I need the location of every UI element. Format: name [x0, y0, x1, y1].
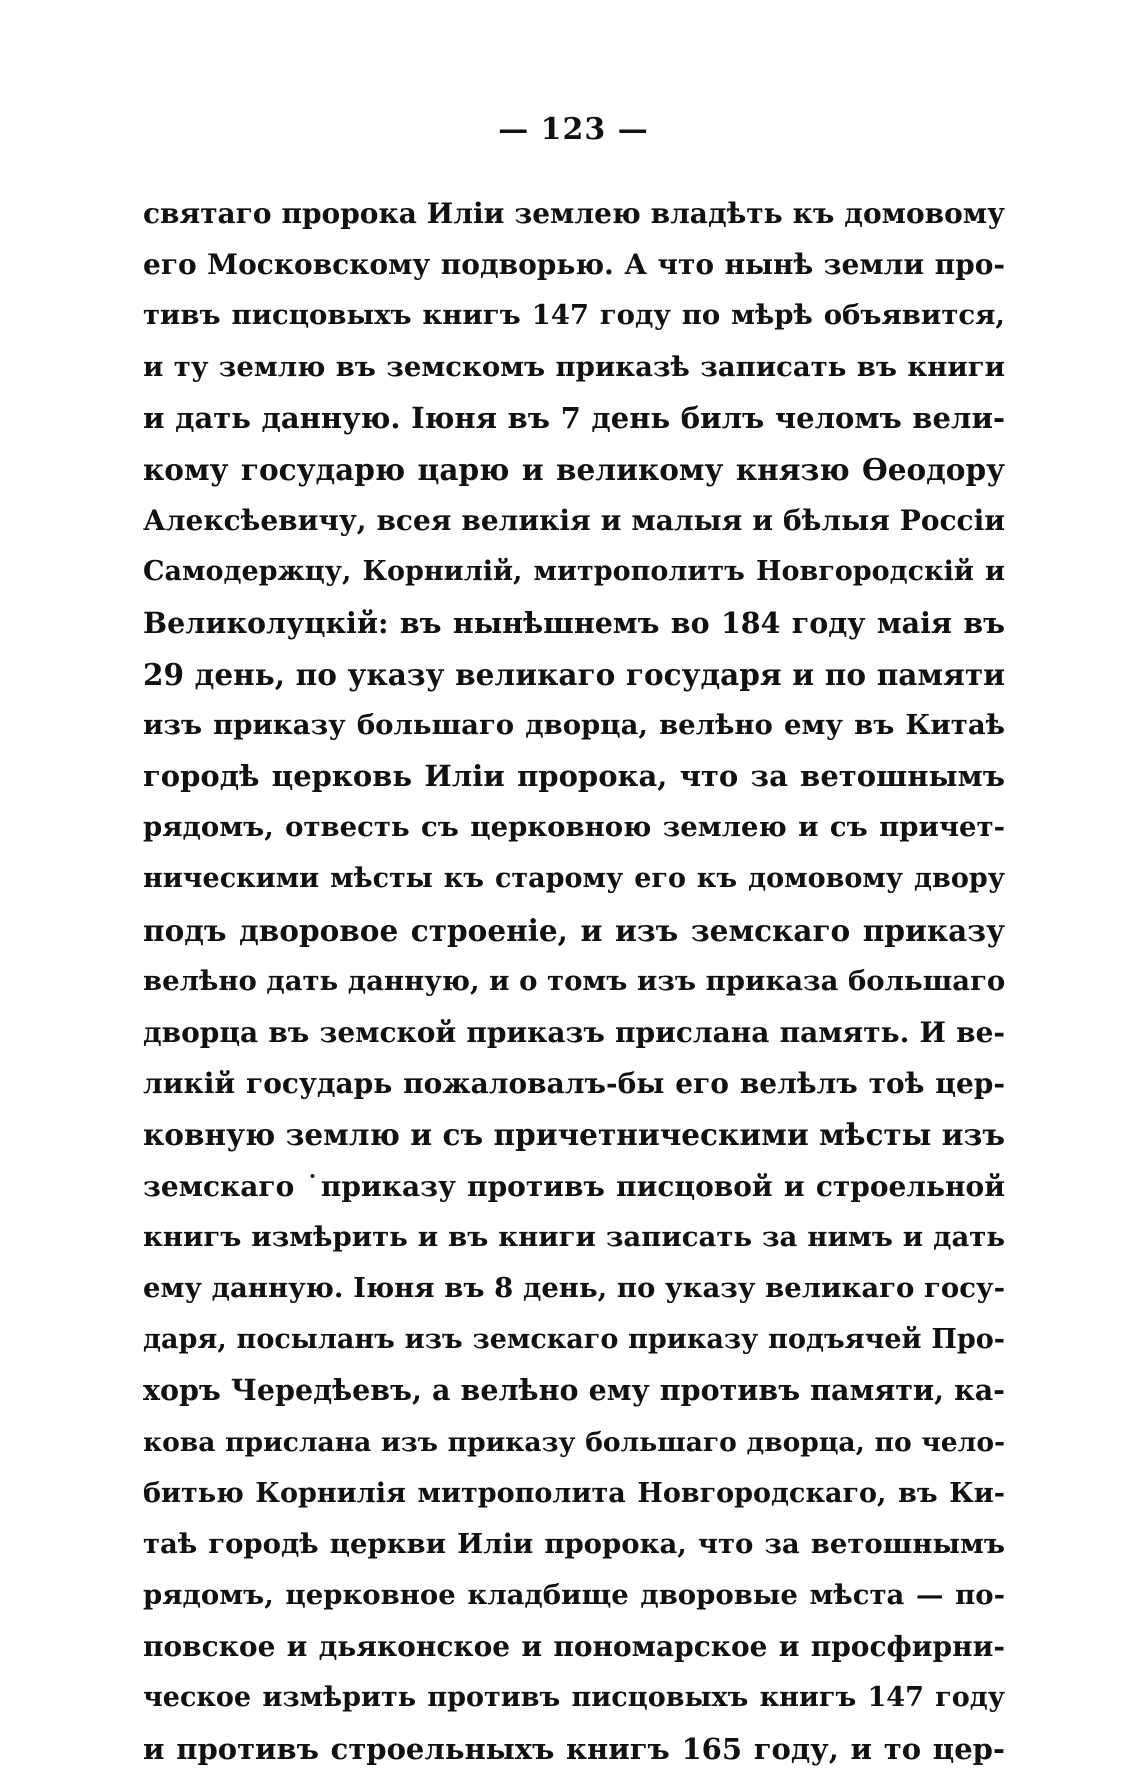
text-line: рядомъ, церковное кладбище дворовые мѣста — по-: [143, 1579, 1005, 1612]
text-line: ковную землю и съ причетническими мѣсты изъ: [143, 1117, 1005, 1153]
text-line: и противъ строельныхъ книгъ 165 году, и то цер-: [143, 1731, 1005, 1766]
text-line: книгъ измѣрить и въ книги записать за нимъ и дать: [143, 1220, 1005, 1253]
text-line: хоръ Чередѣевъ, а велѣно ему противъ памяти, ка-: [143, 1373, 1005, 1408]
text-line: ликiй государь пожаловалъ-бы его велѣлъ тоѣ цер-: [143, 1067, 1005, 1101]
text-line: изъ приказу большаго дворца, велѣно ему въ Китаѣ: [143, 708, 1005, 741]
text-line: земскаго ˙приказу противъ писцовой и строельной: [143, 1169, 1005, 1203]
text-line: даря, посыланъ изъ земскаго приказу подъячей Про-: [143, 1324, 1005, 1356]
text-line: битью Корнилiя митрополита Новгородскаго, въ Ки-: [143, 1477, 1005, 1509]
text-line: таѣ городѣ церкви Илiи пророка, что за ветошнымъ: [143, 1527, 1005, 1560]
text-line: Алексѣевичу, всея великiя и малыя и бѣлыя Россiи: [143, 504, 1005, 538]
text-line: и ту землю въ земскомъ приказѣ записать въ книги: [143, 350, 1005, 383]
text-line: велѣно дать данную, и о томъ изъ приказа большаго: [143, 964, 1005, 997]
text-line: рядомъ, отвесть съ церковною землею и съ причет-: [143, 811, 1005, 844]
text-line: святаго пророка Илiи землею владѣть къ домовому: [143, 197, 1005, 230]
text-line: городѣ церковь Илiи пророка, что за ветошнымъ: [143, 759, 1005, 794]
text-line: Великолуцкiй: въ нынѣшнемъ во 184 году маiя въ: [143, 605, 1005, 640]
text-line: кова прислана изъ приказу большаго дворца, по чело-: [143, 1426, 1005, 1458]
text-line: 29 день, по указу великаго государя и по памяти: [143, 656, 1005, 692]
text-line: дворца въ земской приказъ прислана память. И ве-: [143, 1016, 1005, 1049]
text-line: тивъ писцовыхъ книгъ 147 году по мѣрѣ объявится,: [143, 299, 1005, 332]
text-line: ческое измѣрить противъ писцовыхъ книгъ 147 году: [143, 1682, 1005, 1714]
text-line: Самодержцу, Корнилiй, митрополитъ Новгородскiй и: [143, 556, 1005, 588]
text-line: ническими мѣсты къ старому его къ домовому двору: [143, 863, 1005, 895]
page-number: — 123 —: [498, 112, 649, 147]
text-line: ему данную. Iюня въ 8 день, по указу великаго госу-: [143, 1271, 1005, 1304]
text-line: и дать данную. Iюня въ 7 день билъ челомъ вели-: [143, 400, 1005, 435]
text-line: подъ дворовое строенiе, и изъ земскаго приказу: [143, 912, 1005, 948]
text-line: кому государю царю и великому князю Өеодору: [143, 451, 1005, 487]
text-line: его Московскому подворью. А что нынѣ земли про-: [143, 248, 1005, 282]
body-text: [143, 188, 1005, 1775]
text-line: повское и дьяконское и пономарское и просфирни-: [143, 1630, 1005, 1664]
